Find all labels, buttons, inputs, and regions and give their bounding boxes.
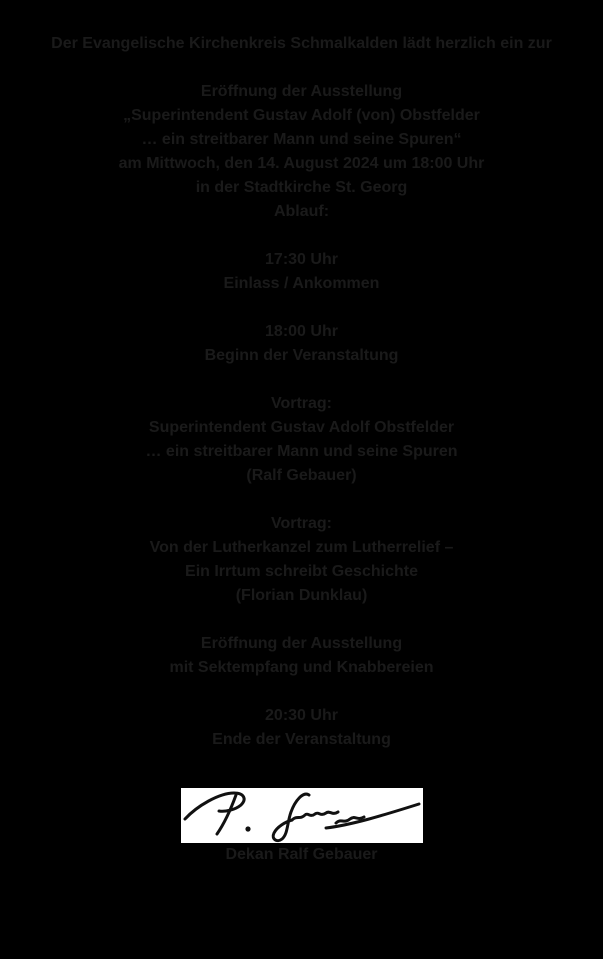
lecture-label: Vortrag: (270, 515, 333, 532)
schedule-block-vortrag-2 (0, 512, 603, 608)
lecture-title-line-1: Superintendent Gustav Adolf Obstfelder (148, 419, 455, 436)
event-title-line: Eröffnung der Ausstellung (200, 83, 403, 100)
schedule-heading: Ablauf: (273, 203, 330, 220)
schedule-item: Ende der Veranstaltung (212, 731, 391, 748)
schedule-time: 18:00 Uhr (265, 323, 338, 340)
schedule-item-detail: mit Sektempfang und Knabbereien (169, 659, 434, 676)
exhibition-name-line-2: … ein streitbarer Mann und seine Spuren“ (141, 131, 462, 148)
schedule-item: Einlass / Ankommen (223, 275, 380, 292)
signature-caption: Dekan Ralf Gebauer (225, 846, 378, 863)
schedule-block-vortrag-1 (0, 392, 603, 488)
schedule-block-ende (0, 704, 603, 752)
lecture-speaker: (Florian Dunklau) (235, 587, 368, 604)
signature-image (181, 788, 423, 843)
intro-line: Der Evangelische Kirchenkreis Schmalkalden lädt herzlich ein zur (51, 35, 552, 52)
lecture-title-line-2: … ein streitbarer Mann und seine Spuren (145, 443, 458, 460)
signature-icon (181, 788, 423, 843)
schedule-block-beginn (0, 320, 603, 368)
schedule-block-einlass (0, 248, 603, 296)
event-details-block (0, 80, 603, 200)
exhibition-name-line-1: „Superintendent Gustav Adolf (von) Obstfelder (123, 107, 480, 124)
event-date-line: am Mittwoch, den 14. August 2024 um 18:00 Uhr (118, 155, 485, 172)
lecture-title-line-2: Ein Irrtum schreibt Geschichte (185, 563, 418, 580)
schedule-time: 20:30 Uhr (265, 707, 338, 724)
lecture-title-line-1: Von der Lutherkanzel zum Lutherrelief – (149, 539, 454, 556)
lecture-label: Vortrag: (270, 395, 333, 412)
schedule-item: Beginn der Veranstaltung (204, 347, 399, 364)
schedule-time: 17:30 Uhr (265, 251, 338, 268)
lecture-speaker: (Ralf Gebauer) (246, 467, 357, 484)
event-location-line: in der Stadtkirche St. Georg (195, 179, 408, 196)
schedule-block-eroeffnung (0, 632, 603, 680)
schedule-item: Eröffnung der Ausstellung (200, 635, 403, 652)
